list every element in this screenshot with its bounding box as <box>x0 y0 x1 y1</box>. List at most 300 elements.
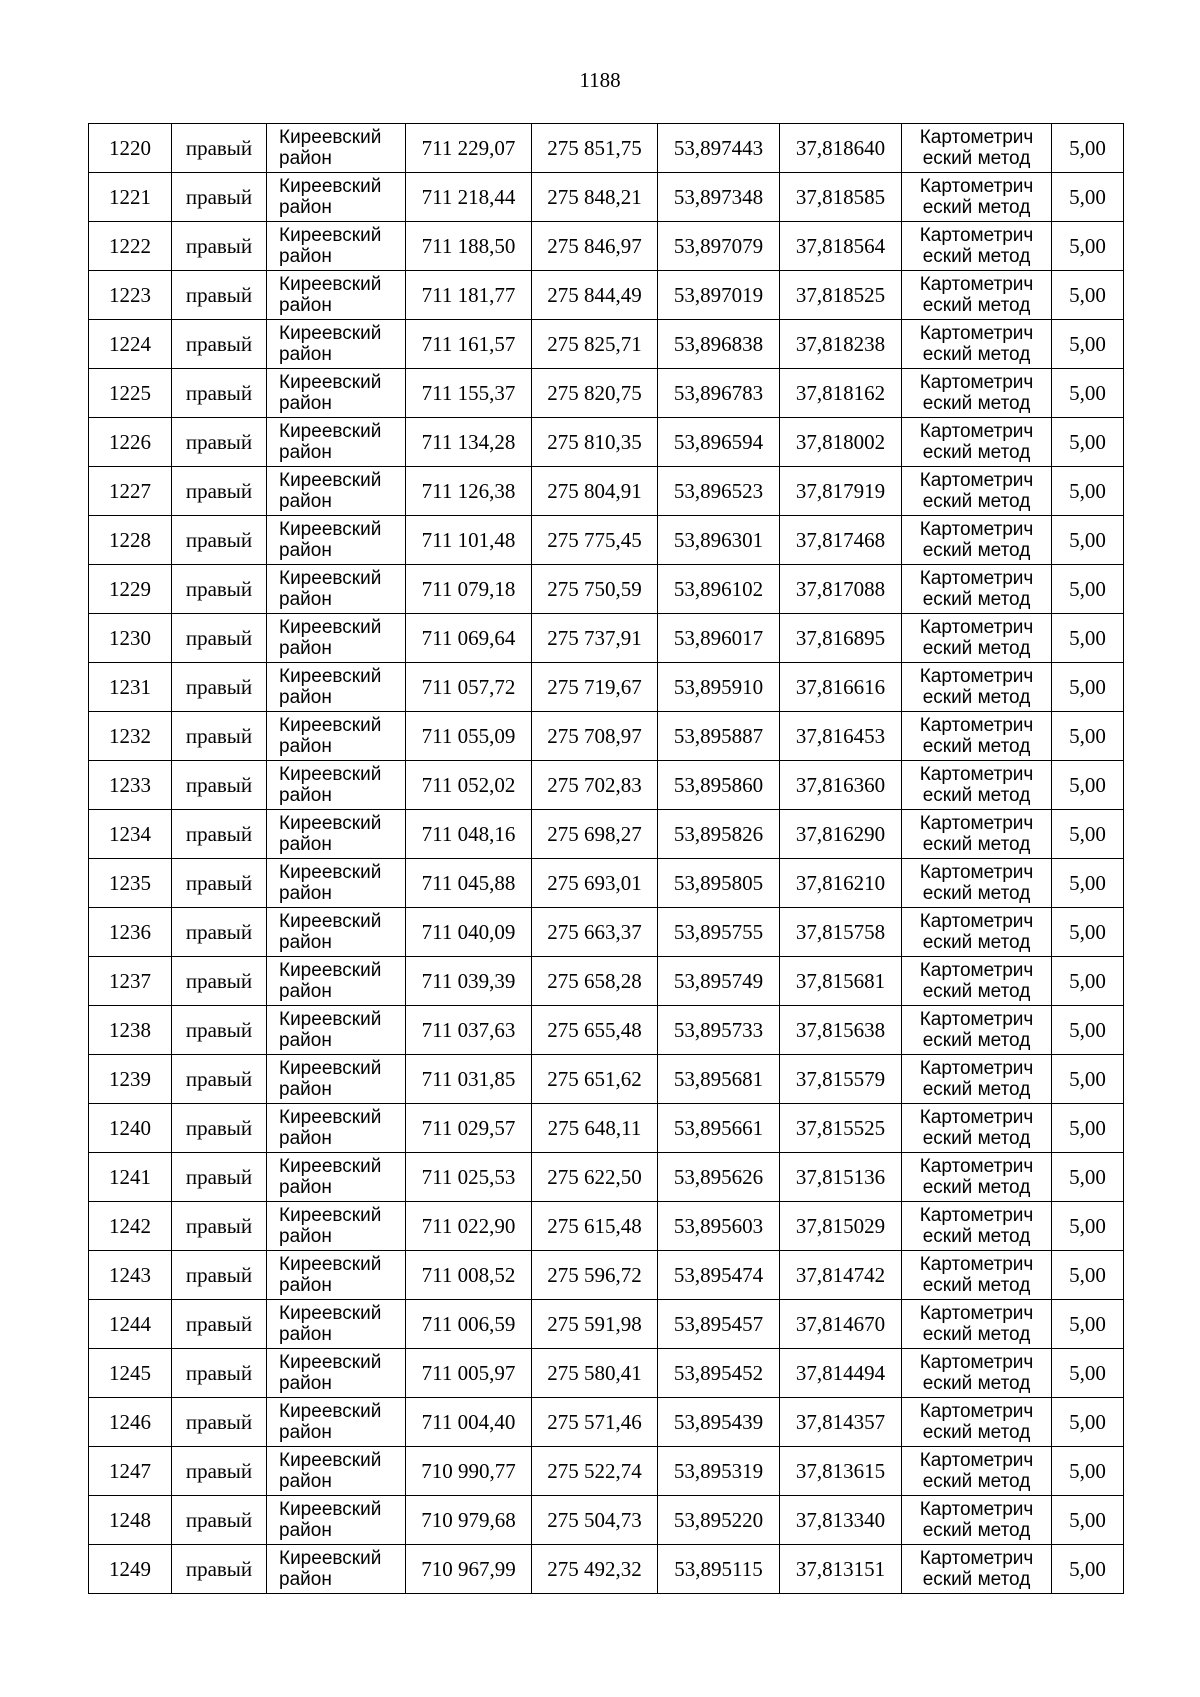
x-coordinate-cell: 711 161,57 <box>406 320 532 369</box>
district-cell-line: Киреевский <box>279 715 382 736</box>
point-number-cell: 1238 <box>89 1006 172 1055</box>
x-coordinate-cell: 711 005,97 <box>406 1349 532 1398</box>
district-cell <box>267 1545 406 1594</box>
district-cell-line: Киреевский <box>279 666 382 687</box>
method-cell-line: Картометрич <box>919 127 1034 148</box>
bank-side-cell: правый <box>172 1006 267 1055</box>
point-number-cell: 1230 <box>89 614 172 663</box>
latitude-cell: 53,895319 <box>658 1447 780 1496</box>
method-cell <box>902 1447 1052 1496</box>
method-cell-line: Картометрич <box>919 715 1034 736</box>
bank-side-cell: правый <box>172 712 267 761</box>
district-cell-line: район <box>279 1226 332 1247</box>
y-coordinate-cell: 275 648,11 <box>532 1104 658 1153</box>
point-number-cell: 1236 <box>89 908 172 957</box>
method-cell-line: еский метод <box>922 197 1031 218</box>
x-coordinate-cell: 711 037,63 <box>406 1006 532 1055</box>
table-row <box>89 1251 1124 1300</box>
x-coordinate-cell: 711 188,50 <box>406 222 532 271</box>
x-coordinate-cell: 711 045,88 <box>406 859 532 908</box>
y-coordinate-cell: 275 658,28 <box>532 957 658 1006</box>
latitude-cell: 53,895860 <box>658 761 780 810</box>
district-cell <box>267 663 406 712</box>
accuracy-cell: 5,00 <box>1052 1153 1124 1202</box>
method-cell-line: Картометрич <box>919 911 1034 932</box>
y-coordinate-cell: 275 698,27 <box>532 810 658 859</box>
longitude-cell: 37,815136 <box>780 1153 902 1202</box>
latitude-cell: 53,895661 <box>658 1104 780 1153</box>
district-cell-line: район <box>279 1177 332 1198</box>
latitude-cell: 53,895603 <box>658 1202 780 1251</box>
accuracy-cell: 5,00 <box>1052 1006 1124 1055</box>
method-cell <box>902 565 1052 614</box>
method-cell <box>902 1055 1052 1104</box>
table-row <box>89 1398 1124 1447</box>
district-cell-line: район <box>279 1324 332 1345</box>
x-coordinate-cell: 711 057,72 <box>406 663 532 712</box>
x-coordinate-cell: 711 052,02 <box>406 761 532 810</box>
point-number-cell: 1247 <box>89 1447 172 1496</box>
method-cell <box>902 1202 1052 1251</box>
method-cell-line: Картометрич <box>919 176 1034 197</box>
y-coordinate-cell: 275 825,71 <box>532 320 658 369</box>
y-coordinate-cell: 275 615,48 <box>532 1202 658 1251</box>
latitude-cell: 53,895115 <box>658 1545 780 1594</box>
x-coordinate-cell: 711 069,64 <box>406 614 532 663</box>
x-coordinate-cell: 711 029,57 <box>406 1104 532 1153</box>
bank-side-cell: правый <box>172 1251 267 1300</box>
table-row <box>89 565 1124 614</box>
y-coordinate-cell: 275 804,91 <box>532 467 658 516</box>
method-cell-line: еский метод <box>922 1079 1031 1100</box>
district-cell-line: район <box>279 197 332 218</box>
district-cell-line: Киреевский <box>279 519 382 540</box>
bank-side-cell: правый <box>172 614 267 663</box>
accuracy-cell: 5,00 <box>1052 271 1124 320</box>
latitude-cell: 53,895474 <box>658 1251 780 1300</box>
page-number: 1188 <box>579 68 621 92</box>
accuracy-cell: 5,00 <box>1052 1104 1124 1153</box>
x-coordinate-cell: 711 134,28 <box>406 418 532 467</box>
bank-side-cell: правый <box>172 467 267 516</box>
longitude-cell: 37,815758 <box>780 908 902 957</box>
bank-side-cell: правый <box>172 222 267 271</box>
district-cell-line: район <box>279 1569 332 1590</box>
district-cell <box>267 1398 406 1447</box>
table-row <box>89 1104 1124 1153</box>
district-cell <box>267 712 406 761</box>
longitude-cell: 37,814742 <box>780 1251 902 1300</box>
latitude-cell: 53,896838 <box>658 320 780 369</box>
table-row <box>89 1545 1124 1594</box>
district-cell-line: район <box>279 442 332 463</box>
bank-side-cell: правый <box>172 859 267 908</box>
method-cell-line: Картометрич <box>919 960 1034 981</box>
longitude-cell: 37,817919 <box>780 467 902 516</box>
method-cell-line: Картометрич <box>919 1009 1034 1030</box>
bank-side-cell: правый <box>172 663 267 712</box>
method-cell <box>902 369 1052 418</box>
longitude-cell: 37,816360 <box>780 761 902 810</box>
table-row <box>89 810 1124 859</box>
x-coordinate-cell: 710 990,77 <box>406 1447 532 1496</box>
method-cell <box>902 173 1052 222</box>
bank-side-cell: правый <box>172 516 267 565</box>
district-cell <box>267 859 406 908</box>
method-cell-line: еский метод <box>922 148 1031 169</box>
district-cell-line: Киреевский <box>279 1254 382 1275</box>
accuracy-cell: 5,00 <box>1052 369 1124 418</box>
district-cell <box>267 173 406 222</box>
y-coordinate-cell: 275 848,21 <box>532 173 658 222</box>
latitude-cell: 53,895805 <box>658 859 780 908</box>
method-cell-line: Картометрич <box>919 274 1034 295</box>
point-number-cell: 1220 <box>89 124 172 173</box>
table-row <box>89 173 1124 222</box>
y-coordinate-cell: 275 750,59 <box>532 565 658 614</box>
method-cell <box>902 320 1052 369</box>
longitude-cell: 37,816210 <box>780 859 902 908</box>
method-cell <box>902 712 1052 761</box>
point-number-cell: 1225 <box>89 369 172 418</box>
table-row <box>89 1447 1124 1496</box>
method-cell <box>902 467 1052 516</box>
longitude-cell: 37,818564 <box>780 222 902 271</box>
district-cell <box>267 124 406 173</box>
table-row <box>89 1055 1124 1104</box>
district-cell-line: район <box>279 932 332 953</box>
latitude-cell: 53,896301 <box>658 516 780 565</box>
x-coordinate-cell: 711 155,37 <box>406 369 532 418</box>
bank-side-cell: правый <box>172 1055 267 1104</box>
method-cell-line: еский метод <box>922 736 1031 757</box>
latitude-cell: 53,895220 <box>658 1496 780 1545</box>
district-cell-line: район <box>279 393 332 414</box>
point-number-cell: 1222 <box>89 222 172 271</box>
method-cell <box>902 1496 1052 1545</box>
latitude-cell: 53,895452 <box>658 1349 780 1398</box>
y-coordinate-cell: 275 737,91 <box>532 614 658 663</box>
point-number-cell: 1249 <box>89 1545 172 1594</box>
district-cell-line: район <box>279 883 332 904</box>
district-cell-line: Киреевский <box>279 372 382 393</box>
bank-side-cell: правый <box>172 761 267 810</box>
x-coordinate-cell: 711 039,39 <box>406 957 532 1006</box>
point-number-cell: 1231 <box>89 663 172 712</box>
district-cell <box>267 467 406 516</box>
x-coordinate-cell: 711 079,18 <box>406 565 532 614</box>
longitude-cell: 37,816290 <box>780 810 902 859</box>
district-cell-line: Киреевский <box>279 1205 382 1226</box>
district-cell <box>267 222 406 271</box>
accuracy-cell: 5,00 <box>1052 663 1124 712</box>
district-cell-line: Киреевский <box>279 1499 382 1520</box>
table-row <box>89 516 1124 565</box>
longitude-cell: 37,818238 <box>780 320 902 369</box>
x-coordinate-cell: 711 031,85 <box>406 1055 532 1104</box>
method-cell-line: Картометрич <box>919 323 1034 344</box>
method-cell-line: Картометрич <box>919 1352 1034 1373</box>
method-cell <box>902 810 1052 859</box>
method-cell-line: еский метод <box>922 1324 1031 1345</box>
method-cell-line: еский метод <box>922 540 1031 561</box>
method-cell-line: еский метод <box>922 687 1031 708</box>
method-cell-line: Картометрич <box>919 617 1034 638</box>
latitude-cell: 53,895910 <box>658 663 780 712</box>
method-cell-line: Картометрич <box>919 666 1034 687</box>
y-coordinate-cell: 275 492,32 <box>532 1545 658 1594</box>
y-coordinate-cell: 275 810,35 <box>532 418 658 467</box>
longitude-cell: 37,816616 <box>780 663 902 712</box>
accuracy-cell: 5,00 <box>1052 1300 1124 1349</box>
bank-side-cell: правый <box>172 1349 267 1398</box>
bank-side-cell: правый <box>172 1496 267 1545</box>
bank-side-cell: правый <box>172 1447 267 1496</box>
district-cell <box>267 1153 406 1202</box>
method-cell-line: еский метод <box>922 785 1031 806</box>
bank-side-cell: правый <box>172 369 267 418</box>
table-row <box>89 1496 1124 1545</box>
district-cell-line: район <box>279 687 332 708</box>
district-cell <box>267 1006 406 1055</box>
district-cell-line: Киреевский <box>279 1156 382 1177</box>
table-row <box>89 1006 1124 1055</box>
method-cell <box>902 761 1052 810</box>
district-cell <box>267 957 406 1006</box>
district-cell <box>267 418 406 467</box>
district-cell-line: Киреевский <box>279 1548 382 1569</box>
longitude-cell: 37,818002 <box>780 418 902 467</box>
y-coordinate-cell: 275 719,67 <box>532 663 658 712</box>
district-cell-line: Киреевский <box>279 1450 382 1471</box>
x-coordinate-cell: 711 040,09 <box>406 908 532 957</box>
method-cell <box>902 1104 1052 1153</box>
coordinates-table <box>88 123 1124 1594</box>
district-cell <box>267 369 406 418</box>
point-number-cell: 1239 <box>89 1055 172 1104</box>
y-coordinate-cell: 275 844,49 <box>532 271 658 320</box>
method-cell-line: еский метод <box>922 883 1031 904</box>
latitude-cell: 53,895457 <box>658 1300 780 1349</box>
district-cell-line: Киреевский <box>279 960 382 981</box>
method-cell-line: еский метод <box>922 442 1031 463</box>
point-number-cell: 1243 <box>89 1251 172 1300</box>
district-cell-line: район <box>279 540 332 561</box>
district-cell-line: Киреевский <box>279 225 382 246</box>
district-cell <box>267 1349 406 1398</box>
x-coordinate-cell: 711 022,90 <box>406 1202 532 1251</box>
district-cell-line: район <box>279 1275 332 1296</box>
accuracy-cell: 5,00 <box>1052 908 1124 957</box>
y-coordinate-cell: 275 504,73 <box>532 1496 658 1545</box>
district-cell-line: район <box>279 1030 332 1051</box>
latitude-cell: 53,897443 <box>658 124 780 173</box>
method-cell <box>902 124 1052 173</box>
method-cell-line: еский метод <box>922 1569 1031 1590</box>
accuracy-cell: 5,00 <box>1052 1202 1124 1251</box>
method-cell-line: еский метод <box>922 932 1031 953</box>
method-cell-line: Картометрич <box>919 1548 1034 1569</box>
bank-side-cell: правый <box>172 271 267 320</box>
longitude-cell: 37,814357 <box>780 1398 902 1447</box>
x-coordinate-cell: 711 004,40 <box>406 1398 532 1447</box>
table-row <box>89 761 1124 810</box>
district-cell-line: район <box>279 1471 332 1492</box>
x-coordinate-cell: 711 006,59 <box>406 1300 532 1349</box>
method-cell <box>902 614 1052 663</box>
y-coordinate-cell: 275 622,50 <box>532 1153 658 1202</box>
accuracy-cell: 5,00 <box>1052 124 1124 173</box>
bank-side-cell: правый <box>172 124 267 173</box>
district-cell-line: Киреевский <box>279 1401 382 1422</box>
bank-side-cell: правый <box>172 1153 267 1202</box>
point-number-cell: 1223 <box>89 271 172 320</box>
longitude-cell: 37,813340 <box>780 1496 902 1545</box>
district-cell-line: район <box>279 981 332 1002</box>
y-coordinate-cell: 275 663,37 <box>532 908 658 957</box>
district-cell-line: район <box>279 1422 332 1443</box>
method-cell-line: Картометрич <box>919 1205 1034 1226</box>
district-cell-line: район <box>279 1373 332 1394</box>
y-coordinate-cell: 275 571,46 <box>532 1398 658 1447</box>
method-cell-line: Картометрич <box>919 764 1034 785</box>
method-cell-line: еский метод <box>922 589 1031 610</box>
bank-side-cell: правый <box>172 1202 267 1251</box>
district-cell-line: район <box>279 1520 332 1541</box>
table-row <box>89 1153 1124 1202</box>
method-cell-line: Картометрич <box>919 470 1034 491</box>
bank-side-cell: правый <box>172 565 267 614</box>
method-cell-line: еский метод <box>922 246 1031 267</box>
longitude-cell: 37,818585 <box>780 173 902 222</box>
longitude-cell: 37,815525 <box>780 1104 902 1153</box>
point-number-cell: 1229 <box>89 565 172 614</box>
x-coordinate-cell: 711 048,16 <box>406 810 532 859</box>
method-cell <box>902 271 1052 320</box>
district-cell-line: Киреевский <box>279 617 382 638</box>
longitude-cell: 37,815681 <box>780 957 902 1006</box>
point-number-cell: 1221 <box>89 173 172 222</box>
method-cell-line: Картометрич <box>919 813 1034 834</box>
method-cell <box>902 1153 1052 1202</box>
table-row <box>89 1300 1124 1349</box>
method-cell-line: еский метод <box>922 1177 1031 1198</box>
accuracy-cell: 5,00 <box>1052 957 1124 1006</box>
accuracy-cell: 5,00 <box>1052 320 1124 369</box>
table-row <box>89 908 1124 957</box>
method-cell-line: еский метод <box>922 1275 1031 1296</box>
district-cell-line: Киреевский <box>279 176 382 197</box>
y-coordinate-cell: 275 522,74 <box>532 1447 658 1496</box>
accuracy-cell: 5,00 <box>1052 761 1124 810</box>
y-coordinate-cell: 275 655,48 <box>532 1006 658 1055</box>
y-coordinate-cell: 275 775,45 <box>532 516 658 565</box>
district-cell <box>267 320 406 369</box>
point-number-cell: 1224 <box>89 320 172 369</box>
latitude-cell: 53,896102 <box>658 565 780 614</box>
method-cell <box>902 1545 1052 1594</box>
longitude-cell: 37,818640 <box>780 124 902 173</box>
y-coordinate-cell: 275 651,62 <box>532 1055 658 1104</box>
method-cell-line: еский метод <box>922 638 1031 659</box>
district-cell <box>267 1496 406 1545</box>
method-cell-line: еский метод <box>922 393 1031 414</box>
point-number-cell: 1233 <box>89 761 172 810</box>
district-cell-line: район <box>279 736 332 757</box>
latitude-cell: 53,897348 <box>658 173 780 222</box>
accuracy-cell: 5,00 <box>1052 1545 1124 1594</box>
method-cell <box>902 663 1052 712</box>
bank-side-cell: правый <box>172 1398 267 1447</box>
accuracy-cell: 5,00 <box>1052 418 1124 467</box>
district-cell-line: Киреевский <box>279 470 382 491</box>
method-cell-line: еский метод <box>922 1030 1031 1051</box>
district-cell <box>267 1055 406 1104</box>
district-cell-line: район <box>279 246 332 267</box>
method-cell-line: еский метод <box>922 491 1031 512</box>
district-cell-line: район <box>279 148 332 169</box>
longitude-cell: 37,814494 <box>780 1349 902 1398</box>
latitude-cell: 53,895439 <box>658 1398 780 1447</box>
table-row <box>89 1202 1124 1251</box>
method-cell-line: еский метод <box>922 295 1031 316</box>
latitude-cell: 53,896783 <box>658 369 780 418</box>
district-cell <box>267 761 406 810</box>
method-cell <box>902 1251 1052 1300</box>
district-cell-line: район <box>279 344 332 365</box>
x-coordinate-cell: 711 218,44 <box>406 173 532 222</box>
accuracy-cell: 5,00 <box>1052 614 1124 663</box>
method-cell-line: Картометрич <box>919 1499 1034 1520</box>
district-cell-line: Киреевский <box>279 1058 382 1079</box>
district-cell-line: район <box>279 638 332 659</box>
y-coordinate-cell: 275 708,97 <box>532 712 658 761</box>
table-body <box>89 124 1124 1594</box>
district-cell-line: район <box>279 1128 332 1149</box>
longitude-cell: 37,817088 <box>780 565 902 614</box>
longitude-cell: 37,818162 <box>780 369 902 418</box>
method-cell-line: Картометрич <box>919 372 1034 393</box>
y-coordinate-cell: 275 820,75 <box>532 369 658 418</box>
latitude-cell: 53,896017 <box>658 614 780 663</box>
table-row <box>89 467 1124 516</box>
district-cell-line: район <box>279 589 332 610</box>
accuracy-cell: 5,00 <box>1052 565 1124 614</box>
point-number-cell: 1246 <box>89 1398 172 1447</box>
longitude-cell: 37,816453 <box>780 712 902 761</box>
point-number-cell: 1228 <box>89 516 172 565</box>
y-coordinate-cell: 275 580,41 <box>532 1349 658 1398</box>
table-row <box>89 418 1124 467</box>
x-coordinate-cell: 711 101,48 <box>406 516 532 565</box>
district-cell <box>267 565 406 614</box>
method-cell-line: Картометрич <box>919 225 1034 246</box>
latitude-cell: 53,895887 <box>658 712 780 761</box>
latitude-cell: 53,895755 <box>658 908 780 957</box>
district-cell <box>267 1447 406 1496</box>
method-cell-line: Картометрич <box>919 1107 1034 1128</box>
longitude-cell: 37,816895 <box>780 614 902 663</box>
method-cell <box>902 1300 1052 1349</box>
method-cell-line: Картометрич <box>919 1401 1034 1422</box>
district-cell-line: Киреевский <box>279 1107 382 1128</box>
latitude-cell: 53,895733 <box>658 1006 780 1055</box>
method-cell <box>902 859 1052 908</box>
method-cell-line: еский метод <box>922 834 1031 855</box>
bank-side-cell: правый <box>172 810 267 859</box>
point-number-cell: 1244 <box>89 1300 172 1349</box>
longitude-cell: 37,817468 <box>780 516 902 565</box>
